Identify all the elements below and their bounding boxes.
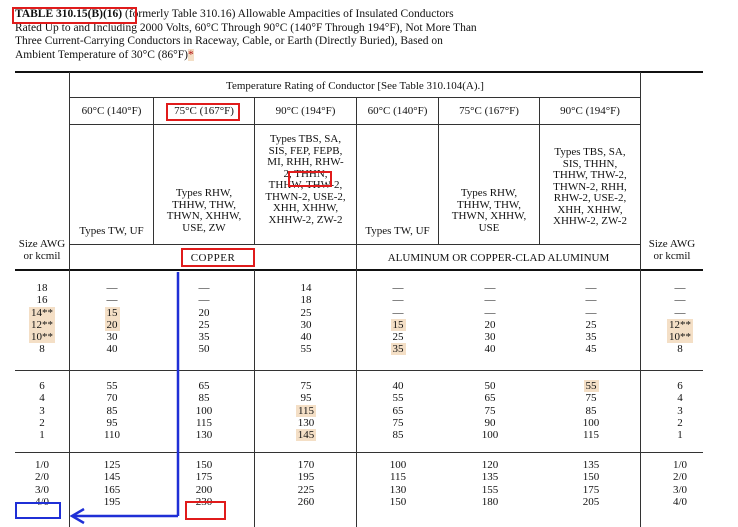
- table-cell: 14**: [31, 306, 53, 319]
- table-cell: 100: [195, 404, 213, 417]
- table-cell: 18: [300, 294, 312, 307]
- table-cell: 20: [484, 318, 496, 331]
- table-cell: 15: [106, 306, 118, 319]
- table-cell: —: [484, 294, 496, 307]
- table-cell: —: [674, 306, 686, 319]
- table-cell: 2: [39, 416, 45, 429]
- table-cell: 35: [585, 331, 597, 344]
- caption-line-4: Ambient Temperature of 30°C (86°F): [15, 48, 188, 61]
- table-cell: 85: [392, 429, 404, 442]
- table-cell: 55: [106, 380, 118, 392]
- types-al-75: Types RHW, THHW, THW, THWN, XHHW, USE: [451, 187, 527, 234]
- table-cell: 55: [585, 380, 597, 392]
- table-cell: 75: [484, 404, 496, 417]
- table-cell: —: [392, 282, 404, 294]
- table-cell: 260: [297, 495, 315, 508]
- table-cell: 1/0: [672, 459, 688, 471]
- aluminum-header: ALUMINUM OR COPPER-CLAD ALUMINUM: [387, 252, 610, 264]
- table-cell: 40: [392, 380, 404, 392]
- table-cell: —: [674, 294, 686, 307]
- table-cell: —: [585, 306, 597, 319]
- table-cell: —: [198, 294, 210, 307]
- table-cell: 95: [300, 392, 312, 405]
- table-cell: 3: [39, 404, 45, 417]
- table-cell: 85: [106, 404, 118, 417]
- footnote-star: *: [187, 48, 194, 61]
- types-cu-60: Types TW, UF: [79, 225, 144, 237]
- temp-rating-header: Temperature Rating of Conductor [See Table 310.104(A).]: [226, 80, 484, 92]
- table-cell: 75: [300, 380, 312, 392]
- table-cell: 35: [392, 343, 404, 356]
- table-cell: 150: [582, 471, 600, 484]
- table-cell: 75: [585, 392, 597, 405]
- table-cell: 55: [392, 392, 404, 405]
- table-cell: —: [392, 306, 404, 319]
- table-cell: 175: [195, 471, 213, 484]
- table-cell: 195: [103, 495, 121, 508]
- types-cu-75: Types RHW, THHW, THW, THWN, XHHW, USE, ZW: [166, 187, 242, 234]
- temp-al-75: 75°C (167°F): [459, 105, 519, 117]
- types-al-60: Types TW, UF: [365, 225, 430, 237]
- table-cell: 12**: [669, 318, 691, 331]
- table-cell: 10**: [669, 331, 691, 344]
- table-cell: 110: [103, 429, 121, 442]
- table-cell: 200: [195, 483, 213, 496]
- temp-cu-75: 75°C (167°F): [174, 105, 234, 117]
- table-cell: 155: [481, 483, 499, 496]
- table-cell: 70: [106, 392, 118, 405]
- table-cell: 135: [481, 471, 499, 484]
- table-cell: 130: [195, 429, 213, 442]
- table-cell: 25: [392, 331, 404, 344]
- table-cell: —: [198, 282, 210, 294]
- table-cell: 40: [484, 343, 496, 356]
- table-cell: 150: [389, 495, 407, 508]
- table-cell: 95: [106, 416, 118, 429]
- table-cell: 40: [106, 343, 118, 356]
- table-cell: 90: [484, 416, 496, 429]
- table-cell: 85: [585, 404, 597, 417]
- table-cell: 180: [481, 495, 499, 508]
- size-label-right: Size AWG or kcmil: [648, 238, 696, 262]
- caption-line-1: (formerly Table 310.16) Allowable Ampacities of Insulated Conductors: [122, 8, 454, 20]
- table-cell: 130: [297, 416, 315, 429]
- table-cell: 75: [392, 416, 404, 429]
- table-cell: 115: [195, 416, 213, 429]
- size-label-left: Size AWG or kcmil: [18, 238, 66, 262]
- table-cell: 12**: [31, 318, 53, 331]
- copper-header: COPPER: [190, 252, 236, 264]
- caption-line-3: Three Current-Carrying Conductors in Raceway, Cable, or Earth (Directly Buried), Based on: [15, 35, 443, 48]
- table-cell: 50: [198, 343, 210, 356]
- temp-al-60: 60°C (140°F): [367, 105, 428, 117]
- table-cell: 65: [198, 380, 210, 392]
- table-cell: —: [674, 282, 686, 294]
- table-cell: 4: [39, 392, 45, 405]
- table-cell: 15: [392, 318, 404, 331]
- table-cell: 6: [39, 380, 45, 392]
- table-cell: —: [484, 282, 496, 294]
- table-cell: 6: [677, 380, 683, 392]
- table-cell: 100: [481, 429, 499, 442]
- table-cell: 55: [300, 343, 312, 356]
- table-cell: 195: [297, 471, 315, 484]
- table-cell: 14: [300, 282, 312, 294]
- table-cell: 1: [39, 429, 45, 442]
- table-cell: 3/0: [34, 483, 50, 496]
- table-cell: 30: [106, 331, 118, 344]
- table-cell: 25: [585, 318, 597, 331]
- table-cell: 4/0: [672, 495, 688, 508]
- table-cell: 30: [300, 318, 312, 331]
- table-cell: 3: [677, 404, 683, 417]
- table-cell: —: [392, 294, 404, 307]
- temp-al-90: 90°C (194°F): [560, 105, 620, 117]
- table-cell: 115: [297, 404, 315, 417]
- table-cell: 25: [198, 318, 210, 331]
- table-id: TABLE 310.15(B)(16): [15, 8, 123, 20]
- table-cell: 4: [677, 392, 683, 405]
- table-cell: —: [585, 294, 597, 307]
- table-cell: 16: [36, 294, 48, 307]
- table-cell: 205: [582, 495, 600, 508]
- temp-cu-90: 90°C (194°F): [275, 105, 336, 117]
- table-cell: 85: [198, 392, 210, 405]
- table-cell: 120: [481, 459, 499, 471]
- table-cell: 150: [195, 459, 213, 471]
- types-cu-90: Types TBS, SA, SIS, FEP, FEPB, MI, RHH, RHW- 2, THHN, THHW, THW-2, THWN-2, USE-2, XHH, XHHW, XHHW-2, ZW-2: [265, 133, 346, 226]
- table-cell: —: [484, 306, 496, 319]
- table-cell: 8: [677, 343, 683, 356]
- table-cell: 8: [39, 343, 45, 356]
- table-cell: —: [106, 294, 118, 307]
- table-cell: 65: [392, 404, 404, 417]
- types-al-90: Types TBS, SA, SIS, THHN, THHW, THW-2, THWN-2, RHH, RHW-2, USE-2, XHH, XHHW, XHHW-2, ZW-2: [553, 146, 627, 227]
- table-cell: 4/0: [34, 495, 50, 508]
- table-cell: 125: [103, 459, 121, 471]
- table-cell: 10**: [31, 331, 53, 344]
- table-cell: 100: [582, 416, 600, 429]
- table-cell: —: [106, 282, 118, 294]
- table-cell: 1: [677, 429, 683, 442]
- table-cell: 30: [484, 331, 496, 344]
- table-cell: 65: [484, 392, 496, 405]
- table-cell: 25: [300, 306, 312, 319]
- table-cell: 100: [389, 459, 407, 471]
- table-cell: 2/0: [34, 471, 50, 484]
- table-cell: 50: [484, 380, 496, 392]
- table-cell: 20: [106, 318, 118, 331]
- table-cell: —: [585, 282, 597, 294]
- table-cell: 130: [389, 483, 407, 496]
- table-cell: 20: [198, 306, 210, 319]
- table-cell: 165: [103, 483, 121, 496]
- table-cell: 115: [582, 429, 600, 442]
- table-cell: 3/0: [672, 483, 688, 496]
- table-cell: 40: [300, 331, 312, 344]
- table-cell: 115: [389, 471, 407, 484]
- table-cell: 145: [103, 471, 121, 484]
- table-cell: 18: [36, 282, 48, 294]
- table-cell: 145: [297, 429, 315, 442]
- table-cell: 230: [195, 495, 213, 508]
- caption-line-2: Rated Up to and Including 2000 Volts, 60°C Through 90°C (140°F Through 194°F), Not More Than: [15, 21, 477, 34]
- table-cell: 170: [297, 459, 315, 471]
- table-cell: 2: [677, 416, 683, 429]
- table-cell: 135: [582, 459, 600, 471]
- table-cell: 45: [585, 343, 597, 356]
- table-cell: 175: [582, 483, 600, 496]
- table-cell: 1/0: [34, 459, 50, 471]
- table-cell: 2/0: [672, 471, 688, 484]
- table-cell: 35: [198, 331, 210, 344]
- table-cell: 225: [297, 483, 315, 496]
- temp-cu-60: 60°C (140°F): [81, 105, 142, 117]
